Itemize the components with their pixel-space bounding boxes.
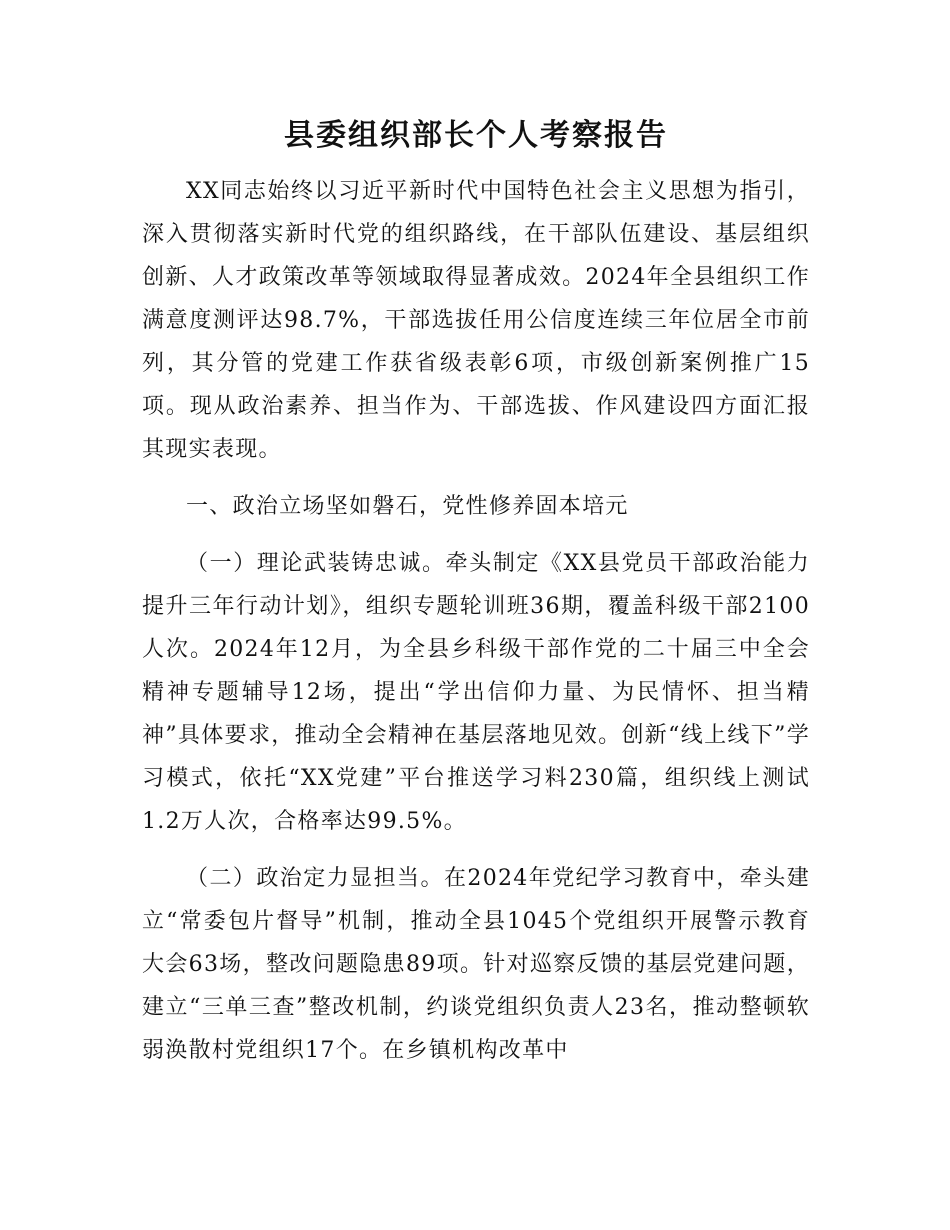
section-heading-1: 一、政治立场坚如磐石，党性修养固本培元 — [186, 494, 629, 519]
paragraph-theory: （一）理论武装铸忠诚。牵头制定《XX县党员干部政治能力提升三年行动计划》，组织专题轮训班36期，覆盖科级干部2100人次。2024年12月，为全县乡科级干部作党的二十届三中全会精神专题辅导12场，提出“学出信仰力量、为民情怀、担当精神”具体要求，推动全会精神在基层落地见效。创新“线上线下”学习模式，依托“XX党建”平台推送学习料230篇，组织线上测试1.2万人次，合格率达99.5%。 — [142, 551, 810, 834]
paragraph-political: （二）政治定力显担当。在2024年党纪学习教育中，牵头建立“常委包片督导”机制，推动全县1045个党组织开展警示教育大会63场，整改问题隐患89项。针对巡察反馈的基层党建问题，建立“三单三查”整改机制，约谈党组织负责人23名，推动整顿软弱涣散村党组织17个。在乡镇机构改革中 — [142, 866, 810, 1063]
intro-paragraph: XX同志始终以习近平新时代中国特色社会主义思想为指引，深入贯彻落实新时代党的组织路线，在干部队伍建设、基层组织创新、人才政策改革等领域取得显著成效。2024年全县组织工作满意度测评达98.7%，干部选拔任用公信度连续三年位居全市前列，其分管的党建工作获省级表彰6项，市级创新案例推广15项。现从政治素养、担当作为、干部选拔、作风建设四方面汇报其现实表现。 — [142, 179, 810, 462]
document-title: 县委组织部长个人考察报告 — [284, 118, 668, 153]
document-page — [142, 112, 810, 1086]
